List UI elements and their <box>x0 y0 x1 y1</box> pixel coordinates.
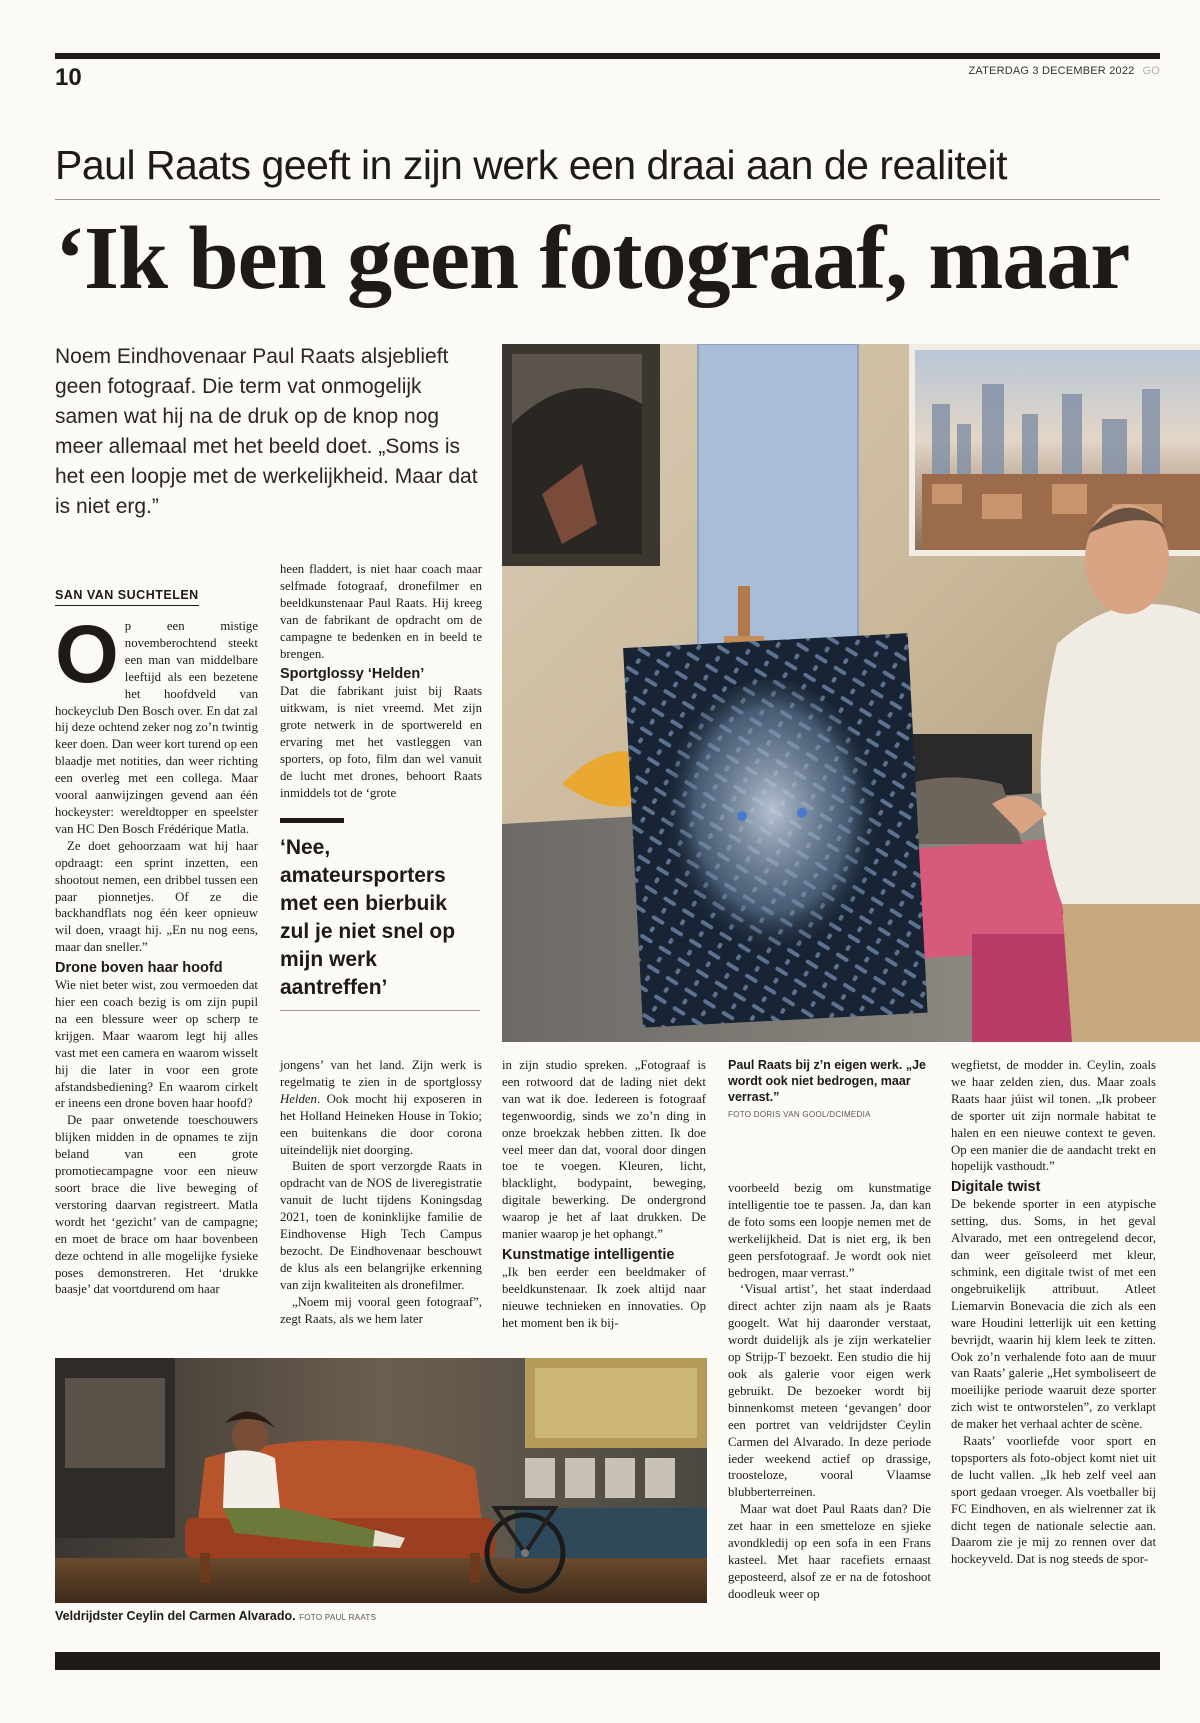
text-column-2-bottom <box>280 1057 482 1328</box>
kicker-rule <box>55 199 1160 200</box>
article-kicker: Paul Raats geeft in zijn werk een draai aan de realiteit <box>55 142 1008 188</box>
paragraph: in zijn studio spreken. „Fotograaf is een rotwoord dat de lading niet dekt van wat ik doe. Iedereen is fotograaf tegenwoordig, sinds we zo’n ding in onze broekzak hebben zitten. Ik doe veel meer dan dat, vooral door dingen toe te voegen. Kleuren, licht, blacklight, bodypaint, beweging, digitale bewerking. De ondergrond waarop je het af laat drukken. De manier waarop je het ophangt.” <box>502 1058 706 1242</box>
paragraph: ‘Visual artist’, het staat inderdaad direct achter zijn naam als je Raats googelt. Wat hij daaronder verstaat, wordt duidelijk als je zijn werkatelier op Strijp-T bezoekt. Een studio die hij ook als galerie voor eigen werk gebruikt. De bezoeker wordt bij binnenkomst meteen ‘gevangen’ door een portret van veldrijdster Ceylin Carmen del Alvarado. In deze periode ieder weekend actief op drassige, troosteloze, vooral Vlaamse blubberterreinen. <box>728 1282 931 1500</box>
article-headline: ‘Ik ben geen fotograaf, maar <box>55 209 1130 308</box>
photo-caption <box>728 1057 948 1123</box>
cyclist-photo <box>55 1358 707 1603</box>
drop-cap: O <box>55 609 119 700</box>
paragraph: Buiten de sport verzorgde Raats in opdracht van de NOS de liveregistratie vanuit de lucht tijdens Koningsdag 2021, toen de koninklijke familie de Eindhovense High Tech Campus bezocht. De Eindhovenaar beschouwt de klus als een belangrijke erkenning van zijn kwaliteiten als dronefilmer. <box>280 1159 482 1292</box>
paragraph: De bekende sporter in een atypische setting, dus. Soms, in het geval Alvarado, met een ontregelend decor, dan weer geïsoleerd met kleur, schmink, een digitale twist of met een ongebruikelijk attribuut. Atleet Liemarvin Bonevacia die zich als een ware Houdini letterlijk uit een ketting bevrijdt, waarin hij klem leek te zitten. Ook zo’n verhalende foto aan de muur van Raats’ galerie „Het symboliseert de moeilijke periode waaruit deze sporter zich wist te ontworstelen”, zo verklapt de maker het verhaal achter de scène. <box>951 1197 1156 1432</box>
text-column-3 <box>502 1057 706 1332</box>
magazine-title: Helden <box>280 1091 317 1106</box>
subheading: Digitale twist <box>951 1179 1041 1196</box>
pullquote-bottom-rule <box>280 1010 480 1011</box>
pullquote-rule <box>280 818 344 823</box>
photo-credit: FOTO DORIS VAN GOOL/DCIMEDIA <box>728 1110 871 1119</box>
text-column-1 <box>55 609 258 1298</box>
paragraph: Dat die fabrikant juist bij Raats uitkwam, is niet vreemd. Met zijn grote netwerk in de sportwereld en ervaring met het vastleggen van sporters, op foto, film dan wel vanuit de lucht met drones, behoort Raats inmiddels tot de ‘grote <box>280 684 482 800</box>
subheading: Drone boven haar hoofd <box>55 960 223 977</box>
paragraph: „Ik ben eerder een beeldmaker of beeldkunstenaar. Ik zoek altijd naar nieuwe technieken en innovaties. Op het moment ben ik bij- <box>502 1264 706 1330</box>
paragraph: Ze doet gehoorzaam wat hij haar opdraagt: een sprint inzetten, een shootout nemen, een dribbel tussen een paar pionnetjes. Of ze die backhandflats nog één keer opnieuw wil doen, vraagt hij. „En nu nog eens, maar dan sneller.” <box>55 838 258 955</box>
paragraph: Raats’ voorliefde voor sport en topsporters als foto-object komt niet uit de lucht vallen. „Ik heb zelf veel aan sport gedaan vroeger. Als voetballer bij FC Eindhoven, en als wielrenner zat ik dicht tegen de nationale selectie aan. Daarom zie je mij zo rennen over dat hockeyveld. Dat is nog steeds de spor- <box>951 1434 1156 1567</box>
article-intro: Noem Eindhovenaar Paul Raats alsjeblieft geen fotograaf. Die term vat onmogelijk samen wat hij na de druk op de knop nog meer allemaal met het beeld doet. „Soms is het een loopje met de werkelijkheid. Maar dat is niet erg.” <box>55 345 478 518</box>
subheading: Kunstmatige intelligentie <box>502 1246 675 1263</box>
issue-date: ZATERDAG 3 DECEMBER 2022 <box>968 65 1135 77</box>
paragraph: De paar onwetende toeschouwers blijken midden in de opnames te zijn beland van een grote promotiecampagne voor een nieuw soort brace die live beweging of verstoring daarvan registreert. Matla wordt het ‘gezicht’ van de campagne; en moet de brace om haar bovenbeen deze ochtend in alle mogelijke fysieke poses demonstreren. Het ‘drukke baasje’ dat voortdurend om haar <box>55 1113 258 1297</box>
text-column-4 <box>728 1180 931 1603</box>
text-column-2-top <box>280 561 482 802</box>
main-photo <box>502 344 1200 1042</box>
subheading: Sportglossy ‘Helden’ <box>280 666 425 683</box>
paragraph: Wie niet beter wist, zou vermoeden dat hier een coach bezig is om zijn pupil na een blessure weer op scherp te krijgen. Maar waarom legt hij alles vast met een camera en waarom wisselt hij die later in voor een grote afstandsbediening? En waarom cirkelt er ineens een drone boven haar hoofd? <box>55 978 258 1111</box>
dateline <box>969 65 1161 77</box>
pullquote: ‘Nee, amateursporters met een bierbuik zul je niet snel op mijn werk aantreffen’ <box>280 836 456 999</box>
photo-credit: FOTO PAUL RAATS <box>299 1613 377 1622</box>
paragraph: „Noem mij vooral geen fotograaf”, zegt Raats, als we hem later <box>280 1294 482 1326</box>
bottom-rule <box>55 1652 1160 1670</box>
cyclist-photo-caption <box>55 1609 376 1623</box>
top-rule <box>55 53 1160 59</box>
paragraph: heen fladdert, is niet haar coach maar selfmade fotograaf, dronefilmer en beeldkunstenaar Paul Raats. Hij kreeg van de fabrikant de opdracht om de campagne te bedenken en in beeld te brengen. <box>280 562 482 661</box>
studio-photo-illustration <box>502 344 1200 1042</box>
sofa-photo-illustration <box>55 1358 707 1603</box>
paragraph: jongens’ van het land. Zijn werk is regelmatig te zien in de sportglossy Helden. Ook mocht hij exposeren in het Holland Heineken House in Tokio; een buitenkans die door corona uiteindelijk niet doorging. <box>280 1058 482 1157</box>
paragraph: voorbeeld bezig om kunstmatige intelligentie toe te passen. Ja, dan kan de foto soms een loopje nemen met de werkelijkheid. Dat is niet erg, ik ben geen persfotograaf. Je wordt ook niet bedrogen, maar verrast.” <box>728 1181 931 1280</box>
paragraph: Maar wat doet Paul Raats dan? Die zet haar in een smetteloze en sjieke avondkledij op een sofa in een Frans kasteel. Met haar racefiets ernaast geposteerd, alsof ze er na de fotoshoot doodleuk weer op <box>728 1502 931 1601</box>
text-column-5 <box>951 1057 1156 1568</box>
caption-text: Paul Raats bij z’n eigen werk. „Je wordt ook niet bedrogen, maar verrast.” <box>728 1058 926 1104</box>
section-label: GO <box>1142 65 1160 77</box>
caption-text: Veldrijdster Ceylin del Carmen Alvarado. <box>55 1609 296 1623</box>
paragraph: p een mistige novemberochtend steekt een man van middelbare leeftijd als een bezetene het hoofdveld van hockeyclub Den Bosch over. En dat zal hij deze ochtend zeker nog zo’n twintig keer doen. Dan weer kort turend op een blaadje met notities, dan weer richting een overleg met een collega. Maar vooral aanwijzingen gevend aan één hockeyster: wereldtopper en speelster van HC Den Bosch Frédérique Matla. <box>55 619 258 836</box>
paragraph: wegfietst, de modder in. Ceylin, zoals we haar zelden zien, dus. Maar zoals Raats haar júist wil tonen. „Ik probeer de sporter uit zijn normale habitat te halen en een nieuwe context te geven. Op een manier die de aandacht trekt en hopelijk vasthoudt.” <box>951 1058 1156 1174</box>
byline: SAN VAN SUCHTELEN <box>55 588 199 606</box>
page-number: 10 <box>55 64 82 91</box>
